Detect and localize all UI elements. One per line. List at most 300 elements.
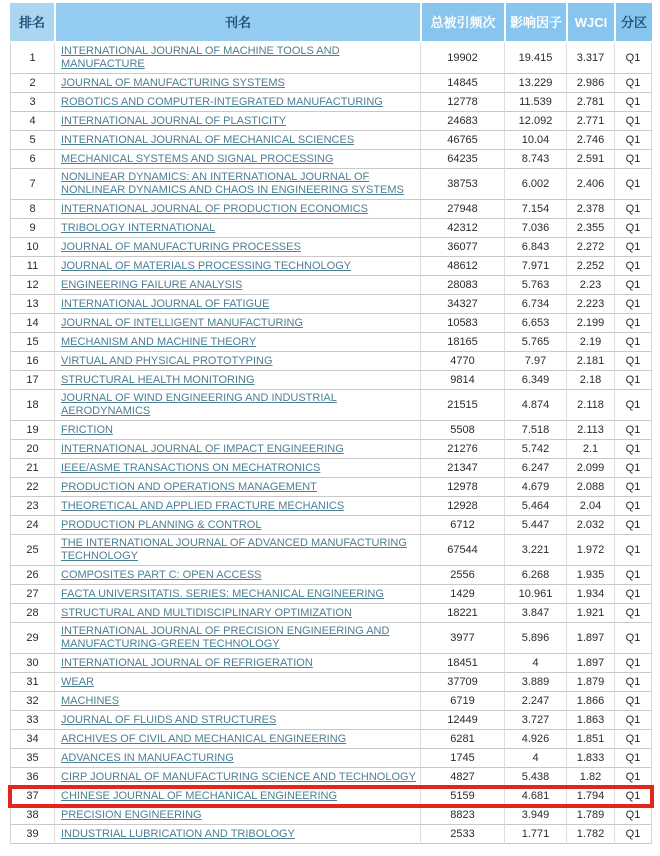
journal-link[interactable]: COMPOSITES PART C: OPEN ACCESS [61,568,262,581]
quartile-cell: Q1 [614,711,652,730]
table-row [10,314,652,333]
wjci-cell: 2.113 [566,421,614,440]
table-row [10,352,652,371]
impact-factor-cell: 4 [504,749,566,768]
impact-factor-cell: 8.743 [504,150,566,169]
rank-cell: 37 [10,787,54,806]
quartile-cell: Q1 [614,497,652,516]
table-row [10,333,652,352]
journal-name-cell [54,749,420,768]
citations-cell: 21276 [420,440,504,459]
rank-cell: 6 [10,150,54,169]
citations-cell: 14845 [420,74,504,93]
impact-factor-cell: 6.653 [504,314,566,333]
impact-factor-cell: 7.518 [504,421,566,440]
impact-factor-cell: 3.221 [504,535,566,566]
quartile-cell: Q1 [614,112,652,131]
table-row [10,768,652,787]
impact-factor-cell: 19.415 [504,43,566,74]
table-row [10,604,652,623]
quartile-cell: Q1 [614,74,652,93]
journal-name-cell [54,238,420,257]
quartile-cell: Q1 [614,692,652,711]
citations-cell: 12928 [420,497,504,516]
impact-factor-cell: 4.926 [504,730,566,749]
journal-link[interactable]: VIRTUAL AND PHYSICAL PROTOTYPING [61,354,273,367]
quartile-cell: Q1 [614,768,652,787]
quartile-cell: Q1 [614,516,652,535]
wjci-cell: 1.82 [566,768,614,787]
table-row [10,169,652,200]
quartile-cell: Q1 [614,459,652,478]
quartile-cell: Q1 [614,421,652,440]
journal-name-cell [54,390,420,421]
journal-name-cell [54,711,420,730]
quartile-cell: Q1 [614,604,652,623]
impact-factor-cell: 6.247 [504,459,566,478]
table-row [10,673,652,692]
wjci-cell: 2.1 [566,440,614,459]
citations-cell: 12449 [420,711,504,730]
citations-cell: 12778 [420,93,504,112]
impact-factor-cell: 13.229 [504,74,566,93]
journal-link[interactable]: IEEE/ASME TRANSACTIONS ON MECHATRONICS [61,461,321,474]
citations-cell: 21347 [420,459,504,478]
journal-name-cell [54,825,420,844]
rank-cell: 10 [10,238,54,257]
header-quartile: 分区 [614,3,652,43]
header-impact-factor: 影响因子 [504,3,566,43]
quartile-cell: Q1 [614,238,652,257]
header-citations: 总被引频次 [420,3,504,43]
rank-cell: 28 [10,604,54,623]
quartile-cell: Q1 [614,749,652,768]
rank-cell: 8 [10,200,54,219]
citations-cell: 6719 [420,692,504,711]
wjci-cell: 2.118 [566,390,614,421]
journal-link[interactable]: STRUCTURAL AND MULTIDISCIPLINARY OPTIMIZATION [61,606,352,619]
citations-cell: 2556 [420,566,504,585]
journal-name-cell [54,768,420,787]
citations-cell: 46765 [420,131,504,150]
journal-link[interactable]: JOURNAL OF INTELLIGENT MANUFACTURING [61,316,304,329]
quartile-cell: Q1 [614,730,652,749]
wjci-cell: 1.782 [566,825,614,844]
journal-link[interactable]: CIRP JOURNAL OF MANUFACTURING SCIENCE AND TECHNOLOGY [61,770,416,783]
table-row [10,390,652,421]
journal-link[interactable]: STRUCTURAL HEALTH MONITORING [61,373,255,386]
journal-link[interactable]: PRECISION ENGINEERING [61,808,202,821]
rank-cell: 32 [10,692,54,711]
journal-link[interactable]: INDUSTRIAL LUBRICATION AND TRIBOLOGY [61,827,295,840]
rank-cell: 18 [10,390,54,421]
citations-cell: 12978 [420,478,504,497]
wjci-cell: 1.851 [566,730,614,749]
journal-link[interactable]: INTERNATIONAL JOURNAL OF PRECISION ENGINEERING AND MANUFACTURING-GREEN TECHNOLOGY [61,625,390,650]
journal-name-cell [54,112,420,131]
table-row [10,459,652,478]
citations-cell: 10583 [420,314,504,333]
rank-cell: 1 [10,43,54,74]
table-row [10,585,652,604]
impact-factor-cell: 6.843 [504,238,566,257]
wjci-cell: 2.781 [566,93,614,112]
rank-cell: 9 [10,219,54,238]
wjci-cell: 2.032 [566,516,614,535]
quartile-cell: Q1 [614,787,652,806]
journal-link[interactable]: JOURNAL OF WIND ENGINEERING AND INDUSTRIAL AERODYNAMICS [61,392,337,417]
journal-name-cell [54,566,420,585]
rank-cell: 38 [10,806,54,825]
journal-link[interactable]: INTERNATIONAL JOURNAL OF PRODUCTION ECONOMICS [61,202,369,215]
rank-cell: 5 [10,131,54,150]
impact-factor-cell: 7.971 [504,257,566,276]
table-row [10,150,652,169]
table-row [10,93,652,112]
citations-cell: 42312 [420,219,504,238]
wjci-cell: 2.04 [566,497,614,516]
citations-cell: 67544 [420,535,504,566]
rank-cell: 29 [10,623,54,654]
rank-cell: 30 [10,654,54,673]
rank-cell: 7 [10,169,54,200]
table-row [10,421,652,440]
wjci-cell: 1.833 [566,749,614,768]
quartile-cell: Q1 [614,440,652,459]
highlighted-row [10,787,652,806]
quartile-cell: Q1 [614,150,652,169]
rank-cell: 23 [10,497,54,516]
impact-factor-cell: 5.447 [504,516,566,535]
quartile-cell: Q1 [614,623,652,654]
quartile-cell: Q1 [614,169,652,200]
table-row [10,276,652,295]
wjci-cell: 1.935 [566,566,614,585]
impact-factor-cell: 11.539 [504,93,566,112]
journal-name-cell [54,200,420,219]
quartile-cell: Q1 [614,673,652,692]
journal-link[interactable]: MACHINES [61,694,120,707]
wjci-cell: 1.897 [566,654,614,673]
wjci-cell: 2.223 [566,295,614,314]
journal-link[interactable]: ENGINEERING FAILURE ANALYSIS [61,278,243,291]
journal-link[interactable]: INTERNATIONAL JOURNAL OF REFRIGERATION [61,656,313,669]
quartile-cell: Q1 [614,535,652,566]
quartile-cell: Q1 [614,478,652,497]
journal-name-cell [54,276,420,295]
quartile-cell: Q1 [614,352,652,371]
quartile-cell: Q1 [614,219,652,238]
rank-cell: 15 [10,333,54,352]
citations-cell: 37709 [420,673,504,692]
impact-factor-cell: 3.847 [504,604,566,623]
journal-name-cell [54,295,420,314]
journal-name-cell [54,623,420,654]
wjci-cell: 2.18 [566,371,614,390]
citations-cell: 64235 [420,150,504,169]
impact-factor-cell: 5.765 [504,333,566,352]
impact-factor-cell: 10.961 [504,585,566,604]
journal-name-cell [54,371,420,390]
citations-cell: 4770 [420,352,504,371]
wjci-cell: 1.789 [566,806,614,825]
journal-name-cell [54,585,420,604]
journal-link[interactable]: JOURNAL OF MATERIALS PROCESSING TECHNOLOGY [61,259,352,272]
citations-cell: 9814 [420,371,504,390]
journal-name-cell [54,333,420,352]
journal-link[interactable]: JOURNAL OF MANUFACTURING PROCESSES [61,240,301,253]
wjci-cell: 2.746 [566,131,614,150]
journal-link[interactable]: ADVANCES IN MANUFACTURING [61,751,234,764]
table-row [10,131,652,150]
table-row [10,623,652,654]
impact-factor-cell: 3.889 [504,673,566,692]
rank-cell: 3 [10,93,54,112]
journal-name-cell [54,131,420,150]
wjci-cell: 2.406 [566,169,614,200]
journal-link[interactable]: CHINESE JOURNAL OF MECHANICAL ENGINEERING [61,789,338,802]
table-row [10,440,652,459]
wjci-cell: 1.866 [566,692,614,711]
citations-cell: 4827 [420,768,504,787]
impact-factor-cell: 4.681 [504,787,566,806]
impact-factor-cell: 5.438 [504,768,566,787]
journal-name-cell [54,74,420,93]
quartile-cell: Q1 [614,93,652,112]
rank-cell: 35 [10,749,54,768]
wjci-cell: 2.272 [566,238,614,257]
rank-cell: 17 [10,371,54,390]
journal-link[interactable]: FACTA UNIVERSITATIS. SERIES: MECHANICAL ENGINEERING [61,587,384,600]
table-row [10,566,652,585]
quartile-cell: Q1 [614,314,652,333]
citations-cell: 18165 [420,333,504,352]
citations-cell: 28083 [420,276,504,295]
wjci-cell: 1.897 [566,623,614,654]
citations-cell: 36077 [420,238,504,257]
table-row [10,74,652,93]
citations-cell: 2533 [420,825,504,844]
quartile-cell: Q1 [614,43,652,74]
journal-link[interactable]: TRIBOLOGY INTERNATIONAL [61,221,216,234]
rank-cell: 26 [10,566,54,585]
journal-link[interactable]: INTERNATIONAL JOURNAL OF FATIGUE [61,297,270,310]
wjci-cell: 1.794 [566,787,614,806]
journal-name-cell [54,257,420,276]
journal-link[interactable]: ARCHIVES OF CIVIL AND MECHANICAL ENGINEERING [61,732,347,745]
quartile-cell: Q1 [614,295,652,314]
journal-name-cell [54,314,420,333]
wjci-cell: 1.879 [566,673,614,692]
impact-factor-cell: 4.874 [504,390,566,421]
table-header-row [10,3,652,43]
impact-factor-cell: 1.771 [504,825,566,844]
journal-name-cell [54,516,420,535]
impact-factor-cell: 6.268 [504,566,566,585]
header-rank: 排名 [10,3,54,43]
wjci-cell: 2.181 [566,352,614,371]
impact-factor-cell: 10.04 [504,131,566,150]
citations-cell: 6281 [420,730,504,749]
journal-name-cell [54,421,420,440]
impact-factor-cell: 3.727 [504,711,566,730]
journal-link[interactable]: PRODUCTION PLANNING & CONTROL [61,518,262,531]
citations-cell: 18221 [420,604,504,623]
journal-name-cell [54,604,420,623]
rank-cell: 33 [10,711,54,730]
impact-factor-cell: 5.896 [504,623,566,654]
wjci-cell: 1.863 [566,711,614,730]
citations-cell: 8823 [420,806,504,825]
quartile-cell: Q1 [614,371,652,390]
journal-link[interactable]: INTERNATIONAL JOURNAL OF PLASTICITY [61,114,287,127]
journal-name-cell [54,478,420,497]
rank-cell: 27 [10,585,54,604]
impact-factor-cell: 5.742 [504,440,566,459]
journal-link[interactable]: MECHANICAL SYSTEMS AND SIGNAL PROCESSING [61,152,334,165]
journal-link[interactable]: INTERNATIONAL JOURNAL OF MACHINE TOOLS AND MANUFACTURE [61,45,340,70]
journal-link[interactable]: PRODUCTION AND OPERATIONS MANAGEMENT [61,480,317,493]
table-row [10,535,652,566]
header-wjci: WJCI [566,3,614,43]
quartile-cell: Q1 [614,131,652,150]
wjci-cell: 1.921 [566,604,614,623]
rank-cell: 31 [10,673,54,692]
table-row [10,692,652,711]
wjci-cell: 2.378 [566,200,614,219]
rank-cell: 24 [10,516,54,535]
citations-cell: 19902 [420,43,504,74]
quartile-cell: Q1 [614,654,652,673]
citations-cell: 21515 [420,390,504,421]
rank-cell: 20 [10,440,54,459]
table-row [10,112,652,131]
journal-link[interactable]: THEORETICAL AND APPLIED FRACTURE MECHANICS [61,499,345,512]
impact-factor-cell: 6.734 [504,295,566,314]
journal-ranking-table [10,3,652,844]
quartile-cell: Q1 [614,825,652,844]
quartile-cell: Q1 [614,257,652,276]
journal-link[interactable]: FRICTION [61,423,113,436]
journal-name-cell [54,459,420,478]
quartile-cell: Q1 [614,200,652,219]
quartile-cell: Q1 [614,276,652,295]
wjci-cell: 2.23 [566,276,614,295]
table-row [10,806,652,825]
rank-cell: 19 [10,421,54,440]
table-row [10,295,652,314]
rank-cell: 25 [10,535,54,566]
table-row [10,257,652,276]
citations-cell: 6712 [420,516,504,535]
rank-cell: 16 [10,352,54,371]
citations-cell: 38753 [420,169,504,200]
journal-name-cell [54,43,420,74]
journal-name-cell [54,654,420,673]
citations-cell: 24683 [420,112,504,131]
citations-cell: 48612 [420,257,504,276]
journal-name-cell [54,93,420,112]
journal-link[interactable]: JOURNAL OF MANUFACTURING SYSTEMS [61,76,285,89]
table-row [10,825,652,844]
table-row [10,478,652,497]
wjci-cell: 2.099 [566,459,614,478]
journal-link[interactable]: MECHANISM AND MACHINE THEORY [61,335,257,348]
impact-factor-cell: 2.247 [504,692,566,711]
table-row [10,711,652,730]
impact-factor-cell: 7.036 [504,219,566,238]
impact-factor-cell: 4.679 [504,478,566,497]
rank-cell: 21 [10,459,54,478]
impact-factor-cell: 4 [504,654,566,673]
quartile-cell: Q1 [614,333,652,352]
impact-factor-cell: 7.154 [504,200,566,219]
table-row [10,371,652,390]
journal-name-cell [54,806,420,825]
journal-name-cell [54,787,420,806]
wjci-cell: 2.199 [566,314,614,333]
rank-cell: 39 [10,825,54,844]
journal-link[interactable]: INTERNATIONAL JOURNAL OF MECHANICAL SCIENCES [61,133,355,146]
journal-link[interactable]: JOURNAL OF FLUIDS AND STRUCTURES [61,713,277,726]
table-row [10,238,652,257]
rank-cell: 2 [10,74,54,93]
wjci-cell: 2.355 [566,219,614,238]
citations-cell: 1429 [420,585,504,604]
journal-link[interactable]: NONLINEAR DYNAMICS: AN INTERNATIONAL JOURNAL OF NONLINEAR DYNAMICS AND CHAOS IN ENGINEERING SYSTEMS [61,171,404,196]
impact-factor-cell: 7.97 [504,352,566,371]
quartile-cell: Q1 [614,566,652,585]
rank-cell: 36 [10,768,54,787]
citations-cell: 34327 [420,295,504,314]
impact-factor-cell: 5.464 [504,497,566,516]
journal-name-cell [54,497,420,516]
rank-cell: 22 [10,478,54,497]
rank-cell: 14 [10,314,54,333]
impact-factor-cell: 3.949 [504,806,566,825]
journal-link[interactable]: THE INTERNATIONAL JOURNAL OF ADVANCED MANUFACTURING TECHNOLOGY [61,537,407,562]
impact-factor-cell: 5.763 [504,276,566,295]
table-row [10,43,652,74]
citations-cell: 1745 [420,749,504,768]
quartile-cell: Q1 [614,585,652,604]
rank-cell: 4 [10,112,54,131]
wjci-cell: 2.986 [566,74,614,93]
citations-cell: 27948 [420,200,504,219]
journal-name-cell [54,440,420,459]
impact-factor-cell: 6.349 [504,371,566,390]
table-row [10,749,652,768]
wjci-cell: 3.317 [566,43,614,74]
journal-name-cell [54,730,420,749]
journal-link[interactable]: INTERNATIONAL JOURNAL OF IMPACT ENGINEERING [61,442,344,455]
quartile-cell: Q1 [614,806,652,825]
impact-factor-cell: 6.002 [504,169,566,200]
table-row [10,497,652,516]
journal-name-cell [54,535,420,566]
journal-link[interactable]: ROBOTICS AND COMPUTER-INTEGRATED MANUFACTURING [61,95,383,108]
citations-cell: 5508 [420,421,504,440]
journal-link[interactable]: WEAR [61,675,94,688]
table-row [10,200,652,219]
wjci-cell: 1.934 [566,585,614,604]
wjci-cell: 2.19 [566,333,614,352]
table-row [10,219,652,238]
rank-cell: 13 [10,295,54,314]
wjci-cell: 1.972 [566,535,614,566]
journal-name-cell [54,150,420,169]
quartile-cell: Q1 [614,390,652,421]
